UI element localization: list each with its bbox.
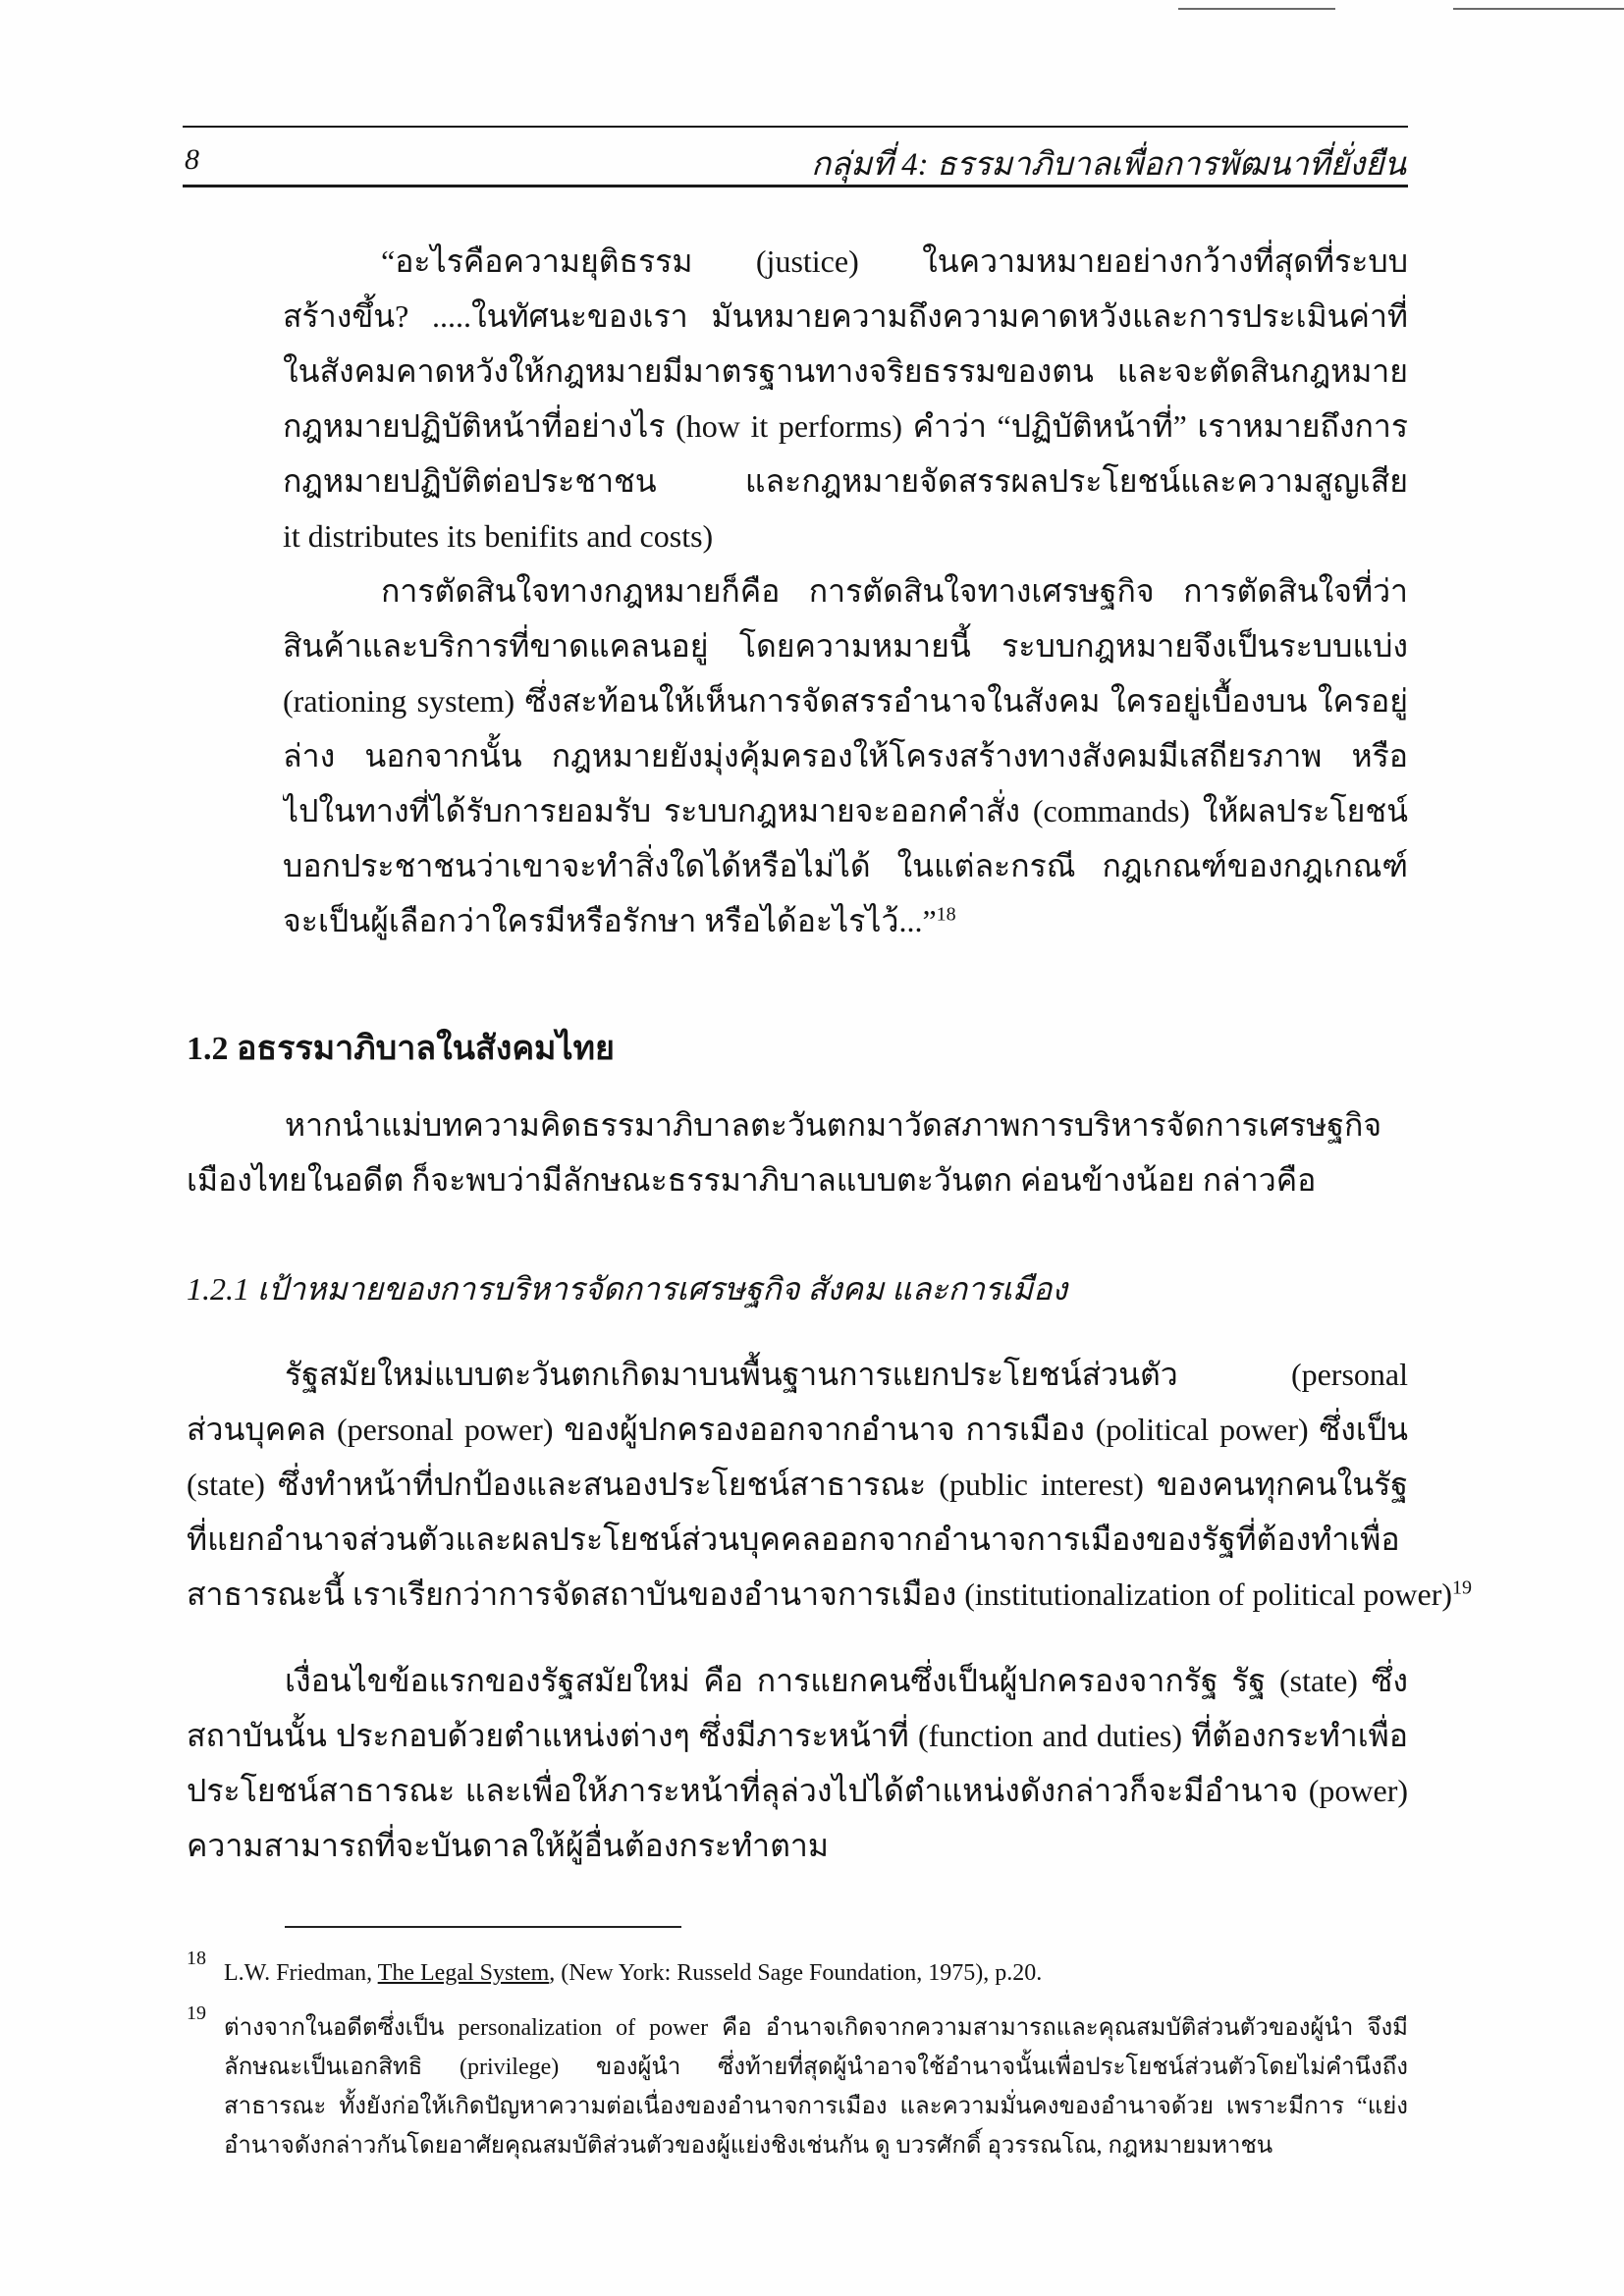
footnote-line: ต่างจากในอดีตซึ่งเป็น personalization of power คือ อำนาจเกิดจากความสามารถและคุณสมบัติส่วนตัวของผู้นำ จึงมี: [224, 2015, 1408, 2041]
quote-line: การตัดสินใจทางกฎหมายก็คือ การตัดสินใจทางเศรษฐกิจ การตัดสินใจที่ว่า: [381, 573, 1408, 609]
quote-line: “อะไรคือความยุติธรรม (justice) ในความหมายอย่างกว้างที่สุดที่ระบบ: [381, 243, 1408, 279]
quote-line: สินค้าและบริการที่ขาดแคลนอยู่ โดยความหมายนี้ ระบบกฎหมายจึงเป็นระบบแบ่ง: [283, 628, 1408, 664]
scan-artifact-line: [1178, 8, 1335, 10]
section-1-2-1-paragraph-2: [187, 1653, 1408, 1873]
section-heading-1-2-1: 1.2.1 เป้าหมายของการบริหารจัดการเศรษฐกิจ สังคม และการเมือง: [187, 1271, 1067, 1307]
section-1-2-paragraph: [187, 1097, 1408, 1207]
footnote-ref-19: 19: [1452, 1576, 1473, 1599]
running-head: กลุ่มที่ 4: ธรรมาภิบาลเพื่อการพัฒนาที่ยั่งยืน: [811, 147, 1406, 183]
quote-line: กฎหมายปฏิบัติหน้าที่อย่างไร (how it performs) คำว่า “ปฏิบัติหน้าที่” เราหมายถึงการ: [283, 408, 1408, 444]
body-line: ประโยชน์สาธารณะ และเพื่อให้ภาระหน้าที่ลุล่วงไปได้ตำแหน่งดังกล่าวก็จะมีอำนาจ (power): [187, 1773, 1408, 1808]
footnote-line: สาธารณะ ทั้งยังก่อให้เกิดปัญหาความต่อเนื่องของอำนาจการเมือง และความมั่นคงของอำนาจด้วย เพราะมีการ “แย่ง: [224, 2094, 1408, 2119]
quote-line: ไปในทางที่ได้รับการยอมรับ ระบบกฎหมายจะออกคำสั่ง (commands) ให้ผลประโยชน์: [283, 793, 1408, 828]
footnote-separator: [285, 1926, 681, 1928]
footnote-ref-18: 18: [936, 903, 956, 926]
footnote-publication: , (New York: Russeld Sage Foundation, 1975), p.20.: [549, 1960, 1043, 1986]
footnote-line: ลักษณะเป็นเอกสิทธิ (privilege) ของผู้นำ ซึ่งท้ายที่สุดผู้นำอาจใช้อำนาจนั้นเพื่อประโยชน์ส่วนตัวโดยไม่คำนึงถึง: [224, 2055, 1408, 2080]
quote-block: [283, 234, 1408, 948]
quote-line: ล่าง นอกจากนั้น กฎหมายยังมุ่งคุ้มครองให้โครงสร้างทางสังคมมีเสถียรภาพ หรือ: [283, 738, 1408, 774]
quote-line: [283, 893, 1408, 948]
quote-line: ในสังคมคาดหวังให้กฎหมายมีมาตรฐานทางจริยธรรมของตน และจะตัดสินกฎหมาย: [283, 353, 1408, 389]
footnote-19: [187, 2002, 1408, 2165]
body-line: [187, 1567, 1473, 1622]
quote-line: สร้างขึ้น? .....ในทัศนะของเรา มันหมายความถึงความคาดหวังและการประเมินค่าที่: [283, 298, 1408, 334]
quote-line: it distributes its benifits and costs): [283, 518, 714, 554]
body-line: ส่วนบุคคล (personal power) ของผู้ปกครองออกจากอำนาจ การเมือง (political power) ซึ่งเป็น: [187, 1412, 1408, 1447]
body-line-text: สาธารณะนี้ เราเรียกว่าการจัดสถาบันของอำนาจการเมือง (institutionalization of political power): [187, 1576, 1453, 1612]
body-line: ความสามารถที่จะบันดาลให้ผู้อื่นต้องกระทำตาม: [187, 1828, 829, 1863]
section-heading-1-2: 1.2 อธรรมาภิบาลในสังคมไทย: [187, 1031, 615, 1067]
footnote-line: [187, 1953, 1408, 1993]
footnote-18: [187, 1948, 1408, 1993]
body-line: (state) ซึ่งทำหน้าที่ปกป้องและสนองประโยชน์สาธารณะ (public interest) ของคนทุกคนในรัฐ: [187, 1467, 1408, 1502]
scan-artifact-line: [1453, 8, 1624, 10]
quote-line: (rationing system) ซึ่งสะท้อนให้เห็นการจัดสรรอำนาจในสังคม ใครอยู่เบื้องบน ใครอยู่: [283, 683, 1408, 719]
quote-line: บอกประชาชนว่าเขาจะทำสิ่งใดได้หรือไม่ได้ ในแต่ละกรณี กฎเกณฑ์ของกฎเกณฑ์: [283, 848, 1408, 883]
quote-line-text: จะเป็นผู้เลือกว่าใครมีหรือรักษา หรือได้อะไรไว้...”: [283, 903, 937, 938]
quote-line: กฎหมายปฏิบัติต่อประชาชน และกฎหมายจัดสรรผลประโยชน์และความสูญเสีย: [283, 463, 1408, 499]
body-line: ที่แยกอำนาจส่วนตัวและผลประโยชน์ส่วนบุคคลออกจากอำนาจการเมืองของรัฐที่ต้องทำเพื่อ: [187, 1522, 1400, 1557]
body-line: หากนำแม่บทความคิดธรรมาภิบาลตะวันตกมาวัดสภาพการบริหารจัดการเศรษฐกิจ: [285, 1107, 1382, 1143]
header-top-rule: [183, 126, 1408, 128]
body-line: สถาบันนั้น ประกอบด้วยตำแหน่งต่างๆ ซึ่งมีภาระหน้าที่ (function and duties) ที่ต้องกระทำเพื่อ: [187, 1718, 1408, 1753]
body-line: เงื่อนไขข้อแรกของรัฐสมัยใหม่ คือ การแยกคนซึ่งเป็นผู้ปกครองจากรัฐ รัฐ (state) ซึ่ง: [285, 1663, 1408, 1698]
footnote-line: อำนาจดังกล่าวกันโดยอาศัยคุณสมบัติส่วนตัวของผู้แย่งชิงเช่นกัน ดู บวรศักดิ์ อุวรรณโณ, กฎหมายมหาชน: [224, 2133, 1273, 2159]
section-1-2-1-paragraph-1: [187, 1347, 1473, 1622]
body-line: รัฐสมัยใหม่แบบตะวันตกเกิดมาบนพื้นฐานการแยกประโยชน์ส่วนตัว (personal: [285, 1357, 1408, 1392]
footnote-author: L.W. Friedman,: [224, 1960, 373, 1986]
footnote-title: The Legal System: [377, 1960, 550, 1986]
header-bottom-rule: [183, 185, 1408, 187]
footnote-mark: 18: [187, 1948, 206, 1969]
page-number: 8: [185, 143, 199, 176]
body-line: เมืองไทยในอดีต ก็จะพบว่ามีลักษณะธรรมาภิบาลแบบตะวันตก ค่อนข้างน้อย กล่าวคือ: [187, 1162, 1317, 1198]
footnote-mark: 19: [187, 2002, 206, 2024]
